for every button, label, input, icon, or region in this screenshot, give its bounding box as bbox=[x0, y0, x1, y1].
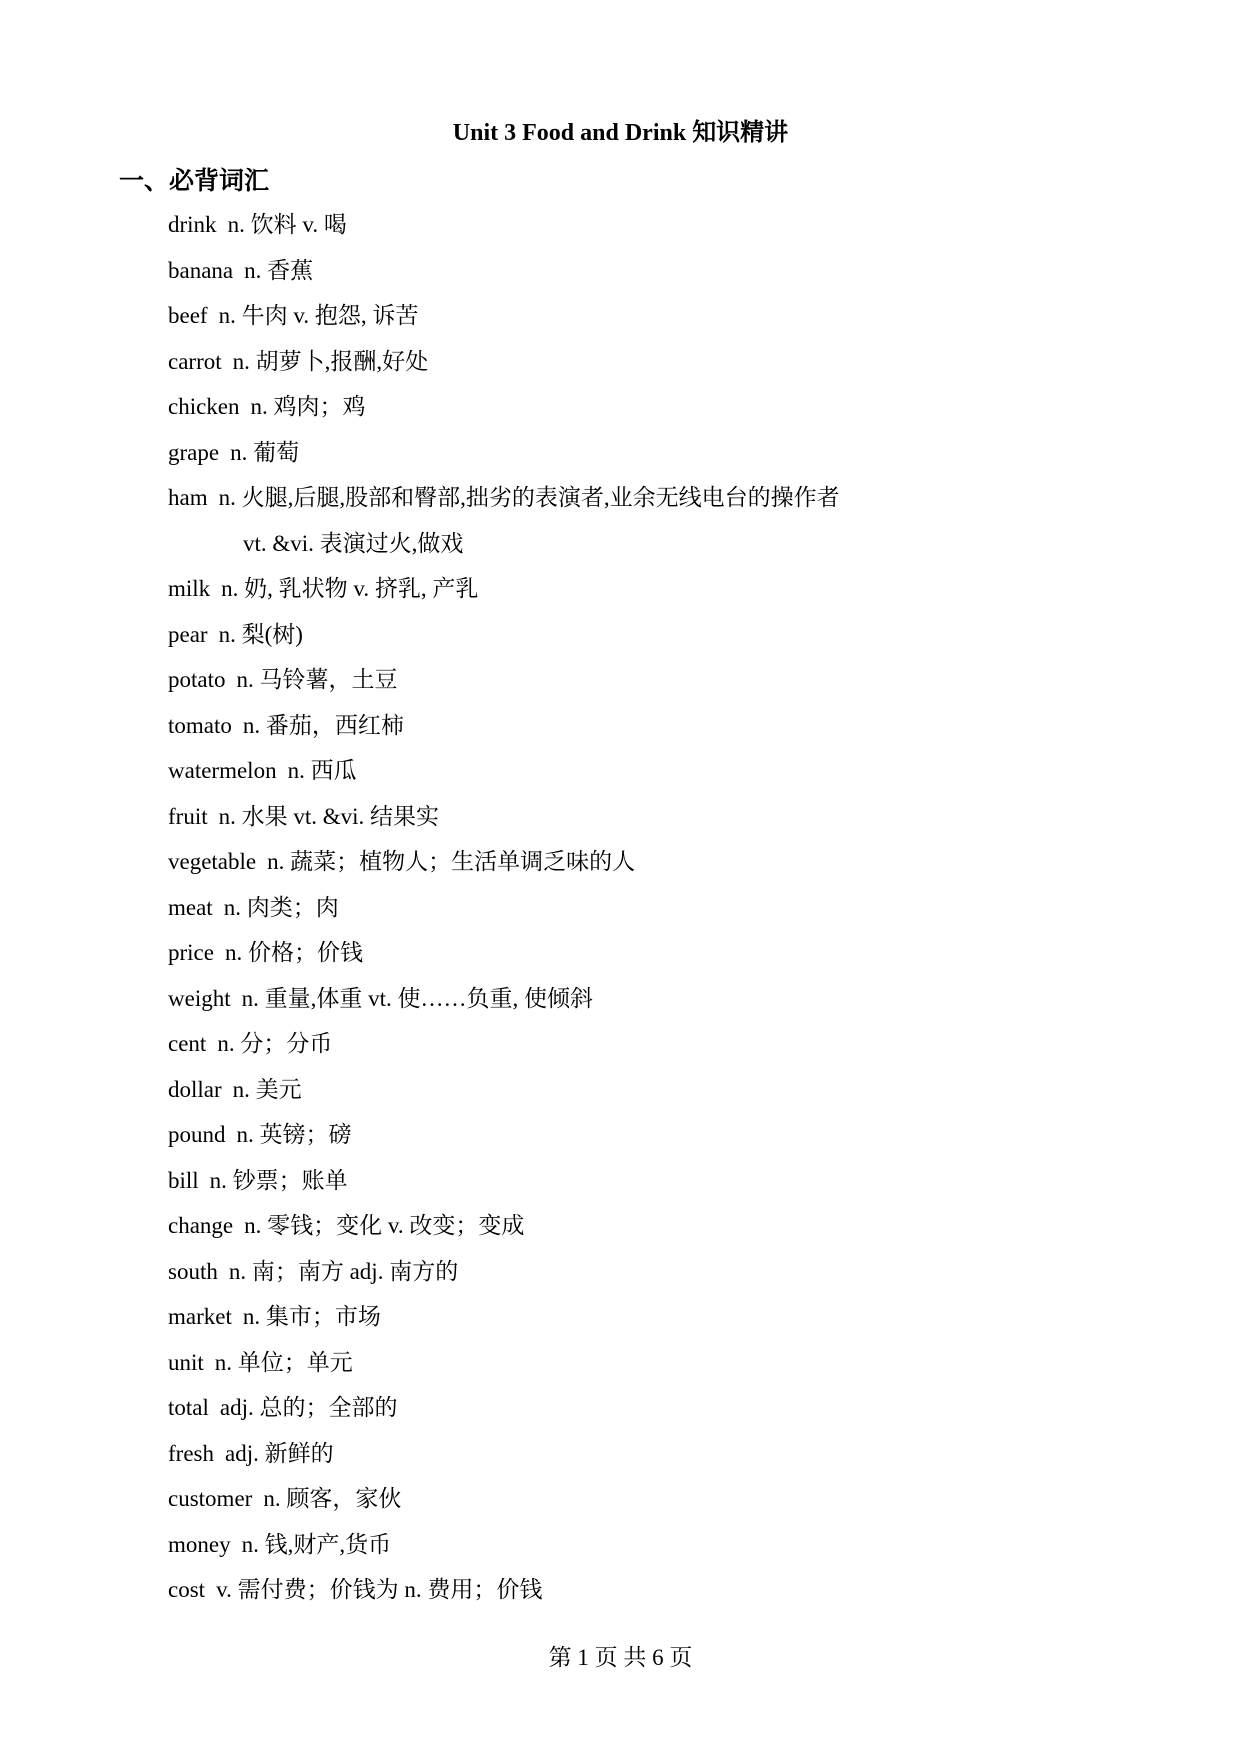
vocab-definition: n. 饮料 v. 喝 bbox=[227, 212, 347, 237]
vocab-word: dollar bbox=[168, 1076, 222, 1102]
vocab-definition: adj. 新鲜的 bbox=[224, 1440, 334, 1466]
vocab-definition: n. 重量,体重 vt. 使……负重, 使倾斜 bbox=[241, 985, 593, 1011]
vocab-word: money bbox=[168, 1531, 231, 1557]
vocab-item bbox=[168, 210, 840, 256]
vocab-definition: n. 西瓜 bbox=[287, 758, 357, 783]
vocab-word: grape bbox=[168, 439, 220, 465]
vocab-word: vegetable bbox=[168, 849, 257, 874]
vocab-word: price bbox=[168, 940, 214, 965]
vocab-item bbox=[168, 984, 840, 1030]
vocab-word: customer bbox=[168, 1486, 253, 1511]
vocab-item bbox=[168, 392, 840, 438]
vocab-definition: n. 南；南方 adj. 南方的 bbox=[228, 1258, 459, 1284]
vocab-definition: n. 火腿,后腿,股部和臀部,拙劣的表演者,业余无线电台的操作者 bbox=[218, 485, 840, 510]
vocabulary-list bbox=[168, 210, 840, 1621]
vocab-word: chicken bbox=[168, 394, 240, 419]
vocab-word: south bbox=[168, 1258, 218, 1284]
vocab-word: cent bbox=[168, 1031, 207, 1056]
vocab-item bbox=[168, 938, 840, 984]
vocab-item bbox=[168, 529, 840, 575]
vocab-word: meat bbox=[168, 894, 213, 920]
vocab-item bbox=[168, 1530, 840, 1576]
vocab-item bbox=[168, 1439, 840, 1485]
vocab-item bbox=[168, 1348, 840, 1394]
vocab-definition: adj. 总的；全部的 bbox=[219, 1395, 398, 1420]
vocab-definition: n. 集市；市场 bbox=[242, 1304, 381, 1329]
vocab-definition: n. 马铃薯，土豆 bbox=[236, 667, 398, 692]
vocab-item bbox=[168, 847, 840, 893]
vocab-item bbox=[168, 438, 840, 484]
vocab-word: drink bbox=[168, 212, 217, 237]
vocab-definition: n. 顾客，家伙 bbox=[263, 1486, 402, 1511]
page-title: Unit 3 Food and Drink 知识精讲 bbox=[452, 120, 789, 146]
vocab-word: pound bbox=[168, 1122, 226, 1147]
vocab-item bbox=[168, 1211, 840, 1257]
vocab-definition: n. 价格；价钱 bbox=[224, 940, 363, 965]
vocab-definition: n. 水果 vt. &vi. 结果实 bbox=[218, 803, 440, 829]
vocab-item bbox=[168, 893, 840, 939]
vocab-definition: n. 番茄，西红柿 bbox=[242, 712, 404, 738]
vocab-item bbox=[168, 802, 840, 848]
vocab-word: ham bbox=[168, 485, 208, 510]
vocab-definition: vt. &vi. 表演过火,做戏 bbox=[243, 530, 464, 556]
vocab-definition: v. 需付费；价钱为 n. 费用；价钱 bbox=[216, 1577, 543, 1602]
vocab-definition: n. 单位；单元 bbox=[214, 1349, 353, 1375]
vocab-word: fruit bbox=[168, 803, 208, 829]
page-footer: 第 1 页 共 6 页 bbox=[548, 1645, 693, 1670]
vocab-item bbox=[168, 1029, 840, 1075]
vocab-word: tomato bbox=[168, 712, 232, 738]
vocab-definition: n. 肉类；肉 bbox=[223, 894, 339, 920]
vocab-definition: n. 牛肉 v. 抱怨, 诉苦 bbox=[218, 303, 419, 328]
vocab-item bbox=[168, 1484, 840, 1530]
vocab-definition: n. 香蕉 bbox=[244, 257, 314, 283]
vocab-definition: n. 英镑；磅 bbox=[236, 1122, 352, 1147]
vocab-item bbox=[168, 574, 840, 620]
vocab-item bbox=[168, 1075, 840, 1121]
vocab-word: potato bbox=[168, 667, 226, 692]
vocab-word: carrot bbox=[168, 348, 222, 374]
vocab-item bbox=[168, 1120, 840, 1166]
vocab-item bbox=[168, 1575, 840, 1621]
vocab-word: beef bbox=[168, 303, 208, 328]
vocab-word: pear bbox=[168, 621, 208, 647]
vocab-definition: n. 胡萝卜,报酬,好处 bbox=[232, 348, 429, 374]
vocab-item bbox=[168, 1257, 840, 1303]
vocab-item bbox=[168, 665, 840, 711]
vocab-word: change bbox=[168, 1213, 234, 1238]
vocab-definition: n. 蔬菜；植物人；生活单调乏味的人 bbox=[267, 849, 636, 874]
vocab-word: market bbox=[168, 1304, 232, 1329]
vocab-item bbox=[168, 1166, 840, 1212]
vocab-definition: n. 梨(树) bbox=[218, 621, 303, 647]
vocab-word: milk bbox=[168, 576, 211, 601]
vocab-word: total bbox=[168, 1395, 209, 1420]
vocab-item bbox=[168, 347, 840, 393]
vocab-word: cost bbox=[168, 1577, 206, 1602]
vocab-item bbox=[168, 711, 840, 757]
vocab-word: weight bbox=[168, 985, 231, 1011]
vocab-word: fresh bbox=[168, 1440, 214, 1466]
vocab-definition: n. 钱,财产,货币 bbox=[241, 1531, 392, 1557]
vocab-definition: n. 奶, 乳状物 v. 挤乳, 产乳 bbox=[221, 576, 479, 601]
vocab-definition: n. 零钱；变化 v. 改变；变成 bbox=[244, 1213, 525, 1238]
vocab-definition: n. 葡萄 bbox=[230, 439, 300, 465]
vocab-definition: n. 分；分币 bbox=[217, 1031, 333, 1056]
vocab-word: banana bbox=[168, 257, 234, 283]
vocab-item bbox=[168, 620, 840, 666]
vocab-item bbox=[168, 301, 840, 347]
vocab-word: watermelon bbox=[168, 758, 277, 783]
vocab-item bbox=[168, 483, 840, 529]
vocab-item bbox=[168, 1302, 840, 1348]
vocab-word: unit bbox=[168, 1349, 204, 1375]
vocab-item bbox=[168, 256, 840, 302]
section-heading: 一、必背词汇 bbox=[119, 168, 270, 195]
vocab-item bbox=[168, 756, 840, 802]
vocab-definition: n. 钞票；账单 bbox=[209, 1167, 348, 1193]
vocab-definition: n. 美元 bbox=[232, 1076, 302, 1102]
vocab-item bbox=[168, 1393, 840, 1439]
vocab-word: bill bbox=[168, 1167, 199, 1193]
vocab-definition: n. 鸡肉；鸡 bbox=[250, 394, 366, 419]
